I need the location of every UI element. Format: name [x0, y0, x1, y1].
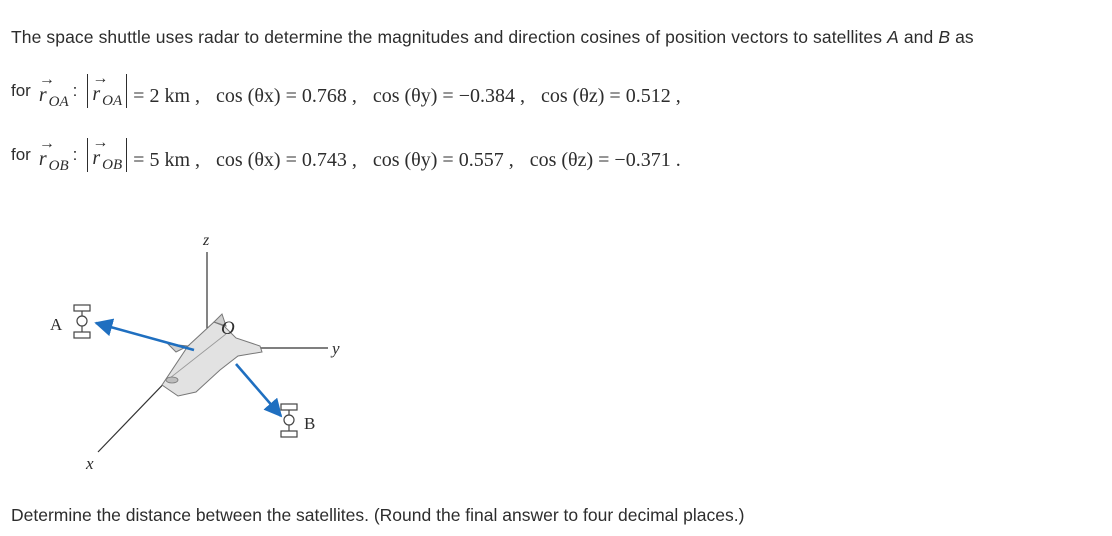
shuttle-icon	[162, 314, 262, 396]
vector-ob-cos-x: cos (θx) = 0.743 ,	[216, 149, 357, 171]
vector-arrow-icon: →	[38, 135, 55, 152]
origin-label: O	[221, 318, 235, 339]
colon: :	[72, 144, 78, 164]
satellite-a-icon	[74, 305, 90, 338]
intro-text: The space shuttle uses radar to determine the magnitudes and direction cosines of position vectors to satellites	[11, 27, 883, 47]
vector-ob-subscript: OB	[102, 156, 123, 173]
vector-ob-cos-y: cos (θy) = 0.557 ,	[372, 149, 514, 171]
vector-oa-subscript: OA	[48, 94, 69, 110]
intro-and: and	[903, 27, 934, 47]
vector-oa-subscript: OA	[102, 92, 123, 109]
vector-oa-arrow	[96, 323, 194, 350]
vector-ob-subscript: OB	[48, 158, 69, 174]
intro-satellite-a: A	[887, 27, 899, 47]
for-label-oa: for	[11, 80, 31, 100]
satellite-b-icon	[281, 404, 297, 437]
vector-r: r	[92, 146, 101, 169]
vector-arrow-icon: →	[38, 71, 55, 88]
vector-oa-cos-x: cos (θx) = 0.768 ,	[216, 85, 357, 107]
vector-ob-magnitude: = 5 km ,	[133, 149, 201, 171]
for-label-ob: for	[11, 144, 31, 164]
axis-y-label: y	[332, 339, 340, 358]
vector-r: r	[92, 82, 101, 105]
colon: :	[72, 80, 78, 100]
axis-z-label: z	[203, 232, 210, 249]
satellite-b-label: B	[304, 414, 316, 433]
vector-oa-cos-y: cos (θy) = −0.384 ,	[372, 85, 525, 107]
axis-x-label: x	[86, 454, 94, 473]
vector-arrow-icon: →	[92, 133, 109, 151]
vector-r: r	[38, 148, 47, 170]
vector-ob-arrow	[236, 364, 281, 416]
question-text: Determine the distance between the satellites. (Round the final answer to four decimal places.)	[11, 505, 745, 525]
vector-arrow-icon: →	[92, 69, 109, 87]
intro-satellite-b: B	[938, 27, 951, 47]
vector-oa-magnitude: = 2 km ,	[133, 85, 201, 107]
intro-as: as	[955, 27, 974, 47]
vector-oa-cos-z: cos (θz) = 0.512 ,	[540, 85, 681, 107]
vector-r: r	[38, 84, 47, 106]
vector-ob-cos-z: cos (θz) = −0.371 .	[529, 149, 681, 171]
satellite-a-label: A	[50, 315, 63, 334]
